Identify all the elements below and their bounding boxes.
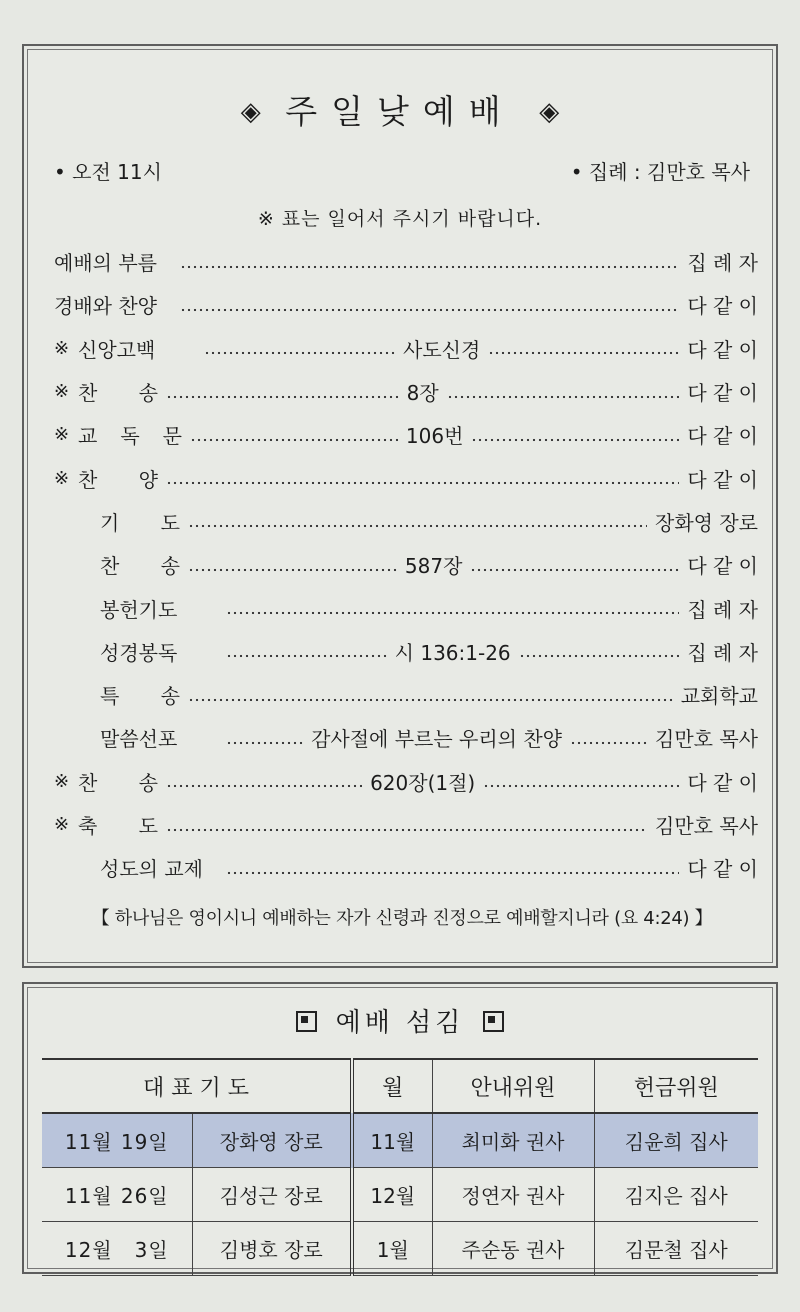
table-row [42, 1168, 758, 1222]
dot-leader [488, 338, 679, 358]
reference-mark-icon: ※ [54, 424, 70, 446]
order-item [54, 673, 758, 716]
order-label: 기 도 [100, 510, 180, 535]
dot-leader [188, 511, 647, 531]
reference-mark-icon: ※ [54, 467, 70, 489]
dot-leader [226, 728, 303, 748]
prayer-leader: 김병호 장로 [192, 1222, 352, 1276]
reference-mark-icon: ※ [54, 770, 70, 792]
prayer-date [42, 1222, 192, 1276]
order-item [54, 846, 758, 889]
prayer-date-month: 11월 [64, 1184, 113, 1208]
order-leader: 다 같 이 [687, 424, 758, 449]
order-label: 성도의 교제 [100, 857, 203, 882]
dot-leader [226, 641, 387, 661]
standing-note: ※ 표는 일어서 주시기 바랍니다. [257, 208, 543, 230]
order-label: 찬 송 [100, 554, 180, 579]
prayer-date [42, 1168, 192, 1222]
order-item [54, 543, 758, 586]
order-item [54, 413, 758, 456]
worship-title [24, 86, 776, 133]
order-detail: 감사절에 부르는 우리의 찬양 [311, 727, 562, 752]
dot-leader [166, 382, 399, 402]
prayer-date-day: 19일 [120, 1130, 169, 1154]
order-leader: 김만호 목사 [655, 727, 759, 752]
order-leader: 다 같 이 [687, 381, 759, 406]
order-leader: 다 같 이 [687, 467, 758, 492]
presider: • 집례 : 김만호 목사 [570, 160, 750, 184]
scripture-verse: 【 하나님은 영이시니 예배하는 자가 신령과 진정으로 예배할지니라 (요 4:24) 】 [91, 908, 713, 929]
order-detail: 587장 [404, 554, 463, 579]
order-leader: 다 같 이 [687, 294, 758, 319]
dot-leader [188, 555, 397, 575]
order-item [54, 327, 758, 370]
worship-title-text: 주일낮예배 [285, 92, 515, 131]
order-detail: 620장(1절) [370, 770, 476, 795]
offering-steward: 김문철 집사 [594, 1222, 758, 1276]
order-label: 교 독 문 [78, 424, 182, 449]
square-bullet-icon [296, 1011, 317, 1032]
dot-leader [570, 728, 647, 748]
dot-leader [166, 468, 679, 488]
order-item [54, 283, 758, 326]
dot-leader [470, 555, 679, 575]
prayer-date-day: 3일 [134, 1238, 169, 1262]
table-row [42, 1222, 758, 1276]
usher: 최미화 권사 [432, 1113, 594, 1168]
order-label: 찬 송 [78, 381, 158, 406]
order-leader: 김만호 목사 [655, 814, 758, 838]
dot-leader [226, 858, 679, 878]
dot-leader [180, 295, 679, 315]
order-label: 경배와 찬양 [54, 294, 157, 319]
order-item [54, 370, 758, 413]
offering-steward: 김지은 집사 [594, 1168, 758, 1222]
order-item [54, 586, 758, 629]
dot-leader [471, 425, 679, 445]
order-leader: 집 례 자 [687, 640, 759, 665]
servers-panel [22, 982, 778, 1274]
usher: 주순동 권사 [432, 1222, 594, 1276]
order-label: 찬 송 [78, 770, 158, 795]
reference-mark-icon: ※ [54, 337, 70, 359]
duty-month: 11월 [352, 1113, 432, 1168]
header-prayer: 대 표 기 도 [42, 1059, 352, 1113]
servers-title-text: 예배 섬김 [335, 1008, 465, 1038]
order-item [54, 716, 758, 759]
header-offering: 헌금위원 [594, 1059, 758, 1113]
dot-leader [204, 338, 395, 358]
order-label: 특 송 [100, 684, 180, 709]
order-item [54, 803, 758, 846]
order-item [54, 630, 758, 673]
order-label: 축 도 [78, 814, 158, 838]
order-item [54, 760, 758, 803]
order-label: 봉헌기도 [100, 597, 178, 622]
dot-leader [519, 641, 680, 661]
order-label: 말씀선포 [100, 727, 178, 752]
servers-title [24, 1002, 776, 1039]
reference-mark-icon: ※ [54, 814, 70, 835]
diamond-icon: ◈ [539, 97, 560, 127]
prayer-date [42, 1113, 192, 1168]
order-label: 예배의 부름 [54, 251, 157, 276]
table-header-row [42, 1059, 758, 1113]
order-label: 성경봉독 [100, 640, 178, 665]
prayer-date-month: 11월 [64, 1130, 113, 1154]
square-bullet-icon [483, 1011, 504, 1032]
order-detail: 사도신경 [403, 337, 481, 362]
usher: 정연자 권사 [432, 1168, 594, 1222]
dot-leader [166, 815, 647, 835]
reference-mark-icon: ※ [54, 381, 70, 403]
header-month: 월 [352, 1059, 432, 1113]
order-label: 신앙고백 [78, 337, 156, 362]
order-item [54, 456, 758, 499]
duty-month: 12월 [352, 1168, 432, 1222]
order-leader: 집 례 자 [687, 251, 758, 276]
dot-leader [447, 382, 680, 402]
diamond-icon: ◈ [240, 97, 261, 127]
servers-table [42, 1058, 758, 1276]
offering-steward: 김윤희 집사 [594, 1113, 758, 1168]
dot-leader [188, 685, 673, 705]
prayer-leader: 김성근 장로 [192, 1168, 352, 1222]
order-detail: 106번 [405, 424, 464, 449]
dot-leader [190, 425, 398, 445]
dot-leader [166, 771, 362, 791]
header-usher: 안내위원 [432, 1059, 594, 1113]
service-time: • 오전 11시 [54, 160, 162, 184]
order-leader: 장화영 장로 [655, 510, 758, 535]
order-label: 찬 양 [78, 467, 158, 492]
table-row [42, 1113, 758, 1168]
dot-leader [483, 771, 679, 791]
order-leader: 다 같 이 [687, 857, 758, 882]
order-item [54, 500, 758, 543]
dot-leader [226, 598, 679, 618]
order-item [54, 240, 758, 283]
order-leader: 다 같 이 [687, 770, 758, 795]
order-leader: 집 례 자 [687, 597, 758, 622]
duty-month: 1월 [352, 1222, 432, 1276]
order-leader: 다 같 이 [687, 337, 758, 362]
order-detail: 시 136:1-26 [394, 640, 511, 665]
prayer-date-month: 12월 [64, 1238, 113, 1262]
order-leader: 다 같 이 [687, 554, 758, 579]
dot-leader [180, 252, 679, 272]
prayer-date-day: 26일 [120, 1184, 169, 1208]
order-detail: 8장 [406, 381, 439, 406]
prayer-leader: 장화영 장로 [192, 1113, 352, 1168]
order-list [54, 240, 758, 889]
order-leader: 교회학교 [680, 684, 758, 709]
worship-order-panel [22, 44, 778, 968]
